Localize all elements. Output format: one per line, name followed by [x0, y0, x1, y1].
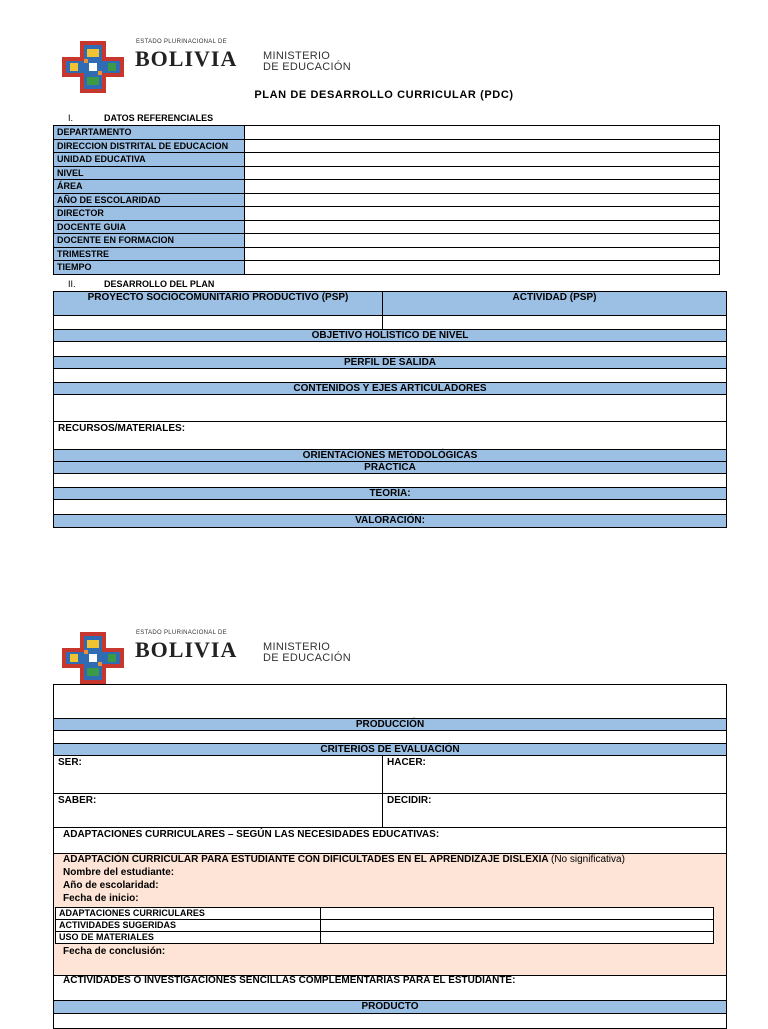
decidir-label: DECIDIR: [387, 795, 432, 806]
divider [53, 421, 727, 422]
datos-label: NIVEL [54, 166, 245, 180]
objetivo-header: OBJETIVO HOLÍSTICO DE NIVEL [53, 329, 727, 342]
datos-value-field[interactable] [245, 193, 720, 207]
table-row [54, 220, 720, 234]
practica-header: PRÁCTICA [53, 461, 727, 474]
table-row [56, 932, 714, 944]
datos-referenciales-table [53, 125, 720, 275]
producto-header: PRODUCTO [53, 1000, 727, 1014]
estado-label: ESTADO PLURINACIONAL DE [136, 39, 227, 45]
adaptacion-heading [63, 854, 625, 865]
table-row [54, 126, 720, 140]
bolivia-ministry-logo [58, 37, 358, 97]
criterios-header: CRITERIOS DE EVALUACIÓN [53, 743, 727, 756]
section-2-heading [68, 279, 214, 289]
fecha-conclusion-label: Fecha de conclusión: [63, 946, 166, 957]
inner-row-field[interactable] [321, 920, 714, 932]
section-1-label: DATOS REFERENCIALES [104, 113, 214, 123]
table-row [54, 247, 720, 261]
table-row [54, 207, 720, 221]
datos-value-field[interactable] [245, 166, 720, 180]
datos-label: TIEMPO [54, 261, 245, 275]
ministry-name [263, 642, 351, 664]
divider [53, 793, 727, 794]
coat-of-arms-icon [58, 628, 128, 688]
column-divider [382, 316, 383, 330]
ministry-line-1: MINISTERIO [263, 50, 331, 62]
section-2-number: II. [68, 279, 76, 289]
section-2-label: DESARROLLO DEL PLAN [104, 279, 215, 289]
table-row [54, 193, 720, 207]
table-row [54, 261, 720, 275]
datos-value-field[interactable] [245, 220, 720, 234]
datos-label: UNIDAD EDUCATIVA [54, 153, 245, 167]
datos-value-field[interactable] [245, 261, 720, 275]
inner-row-field[interactable] [321, 908, 714, 920]
ministry-line-1: MINISTERIO [263, 641, 331, 653]
estado-label: ESTADO PLURINACIONAL DE [136, 630, 227, 636]
bolivia-ministry-logo-2 [58, 628, 358, 688]
adaptaciones-inner-table [55, 907, 714, 944]
inner-row-label: USO DE MATERIALES [56, 932, 321, 944]
contenidos-header: CONTENIDOS Y EJES ARTICULADORES [53, 382, 727, 395]
perfil-header: PERFIL DE SALIDA [53, 356, 727, 369]
table-row [54, 139, 720, 153]
datos-label: DOCENTE GUIA [54, 220, 245, 234]
datos-label: DIRECTOR [54, 207, 245, 221]
adaptaciones-title: ADAPTACIONES CURRICULARES – SEGÚN LAS NECESIDADES EDUCATIVAS: [63, 829, 440, 840]
nombre-label: Nombre del estudiante: [63, 867, 175, 878]
datos-value-field[interactable] [245, 126, 720, 140]
actividad-header: ACTIVIDAD (PSP) [382, 291, 727, 316]
fecha-inicio-label: Fecha de inicio: [63, 893, 139, 904]
section-1-number: I. [68, 113, 74, 123]
hacer-label: HACER: [387, 757, 426, 768]
recursos-label: RECURSOS/MATERIALES: [58, 423, 186, 434]
actividades-label: ACTIVIDADES O INVESTIGACIONES SENCILLAS COMPLEMENTARIAS PARA EL ESTUDIANTE: [63, 975, 516, 986]
country-name: BOLIVIA [135, 46, 238, 71]
table-row [54, 234, 720, 248]
datos-value-field[interactable] [245, 139, 720, 153]
table-row [56, 920, 714, 932]
datos-value-field[interactable] [245, 153, 720, 167]
inner-row-label: ACTIVIDADES SUGERIDAS [56, 920, 321, 932]
adaptacion-heading-text: ADAPTACIÓN CURRICULAR PARA ESTUDIANTE CON DIFICULTADES EN EL APRENDIZAJE DISLEXIA [63, 854, 549, 865]
table-row [54, 166, 720, 180]
saber-label: SABER: [58, 795, 97, 806]
section-1-heading [68, 113, 213, 123]
table-row [56, 908, 714, 920]
inner-row-field[interactable] [321, 932, 714, 944]
table-row [54, 153, 720, 167]
datos-label: TRIMESTRE [54, 247, 245, 261]
divider [53, 827, 727, 828]
teoria-header: TEORÍA: [53, 487, 727, 500]
datos-value-field[interactable] [245, 207, 720, 221]
ministry-line-2: DE EDUCACIÓN [263, 652, 351, 664]
ministry-line-2: DE EDUCACIÓN [263, 61, 351, 73]
table-row [54, 180, 720, 194]
anio-label: Año de escolaridad: [63, 880, 159, 891]
datos-label: ÁREA [54, 180, 245, 194]
page-title: PLAN DE DESARROLLO CURRICULAR (PDC) [254, 89, 514, 101]
coat-of-arms-icon [58, 37, 128, 97]
datos-value-field[interactable] [245, 234, 720, 248]
psp-header: PROYECTO SOCIOCOMUNITARIO PRODUCTIVO (PSP) [53, 291, 383, 316]
datos-label: DIRECCION DISTRITAL DE EDUCACION [54, 139, 245, 153]
orientaciones-header: ORIENTACIONES METODOLÓGICAS [53, 449, 727, 462]
produccion-header: PRODUCCIÓN [53, 718, 727, 731]
inner-row-label: ADAPTACIONES CURRICULARES [56, 908, 321, 920]
datos-value-field[interactable] [245, 247, 720, 261]
datos-label: AÑO DE ESCOLARIDAD [54, 193, 245, 207]
datos-label: DOCENTE EN FORMACION [54, 234, 245, 248]
ser-label: SER: [58, 757, 82, 768]
datos-value-field[interactable] [245, 180, 720, 194]
adaptacion-note: (No significativa) [550, 854, 625, 865]
ministry-name [263, 51, 351, 73]
datos-label: DEPARTAMENTO [54, 126, 245, 140]
column-divider [382, 755, 383, 827]
country-name: BOLIVIA [135, 637, 238, 662]
valoracion-header: VALORACIÓN: [53, 514, 727, 528]
